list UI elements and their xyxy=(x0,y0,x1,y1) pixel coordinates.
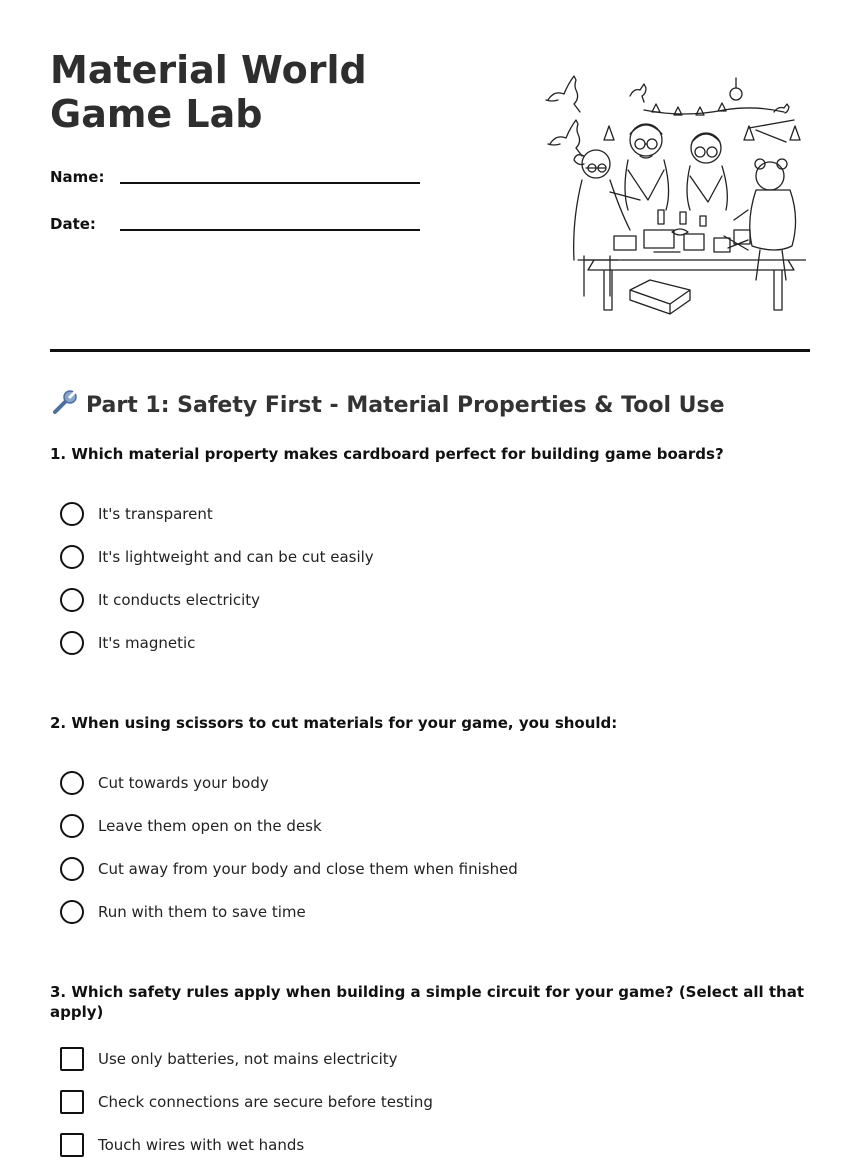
worksheet-title: Material World Game Lab xyxy=(50,48,367,136)
radio-button[interactable] xyxy=(60,545,84,569)
radio-button[interactable] xyxy=(60,502,84,526)
name-label: Name: xyxy=(50,168,105,186)
checkbox[interactable] xyxy=(60,1047,84,1071)
question-2-text: 2. When using scissors to cut materials for your game, you should: xyxy=(50,714,618,732)
question-1-text: 1. Which material property makes cardboard perfect for building game boards? xyxy=(50,445,724,463)
question-3-option[interactable] xyxy=(60,1047,800,1090)
radio-button[interactable] xyxy=(60,814,84,838)
question-3-option[interactable] xyxy=(60,1133,800,1176)
radio-button[interactable] xyxy=(60,857,84,881)
question-3 xyxy=(50,982,810,1154)
option-label: Run with them to save time xyxy=(98,903,306,921)
option-label: It's transparent xyxy=(98,505,213,523)
option-label: It's magnetic xyxy=(98,634,196,652)
header-divider xyxy=(50,349,810,352)
question-3-options xyxy=(60,1047,800,1176)
question-1-option[interactable] xyxy=(60,631,800,674)
name-field[interactable] xyxy=(50,166,430,190)
date-label: Date: xyxy=(50,215,96,233)
worksheet-header xyxy=(50,48,810,318)
question-2 xyxy=(50,713,810,921)
radio-button[interactable] xyxy=(60,631,84,655)
option-label: Use only batteries, not mains electricity xyxy=(98,1050,398,1068)
radio-button[interactable] xyxy=(60,588,84,612)
radio-button[interactable] xyxy=(60,771,84,795)
question-2-options xyxy=(60,771,800,943)
checkbox[interactable] xyxy=(60,1090,84,1114)
name-line[interactable] xyxy=(120,182,420,184)
date-field[interactable] xyxy=(50,213,430,237)
question-1-options xyxy=(60,502,800,674)
question-2-option[interactable] xyxy=(60,771,800,814)
wrench-icon xyxy=(50,388,80,418)
option-label: Leave them open on the desk xyxy=(98,817,322,835)
option-label: Touch wires with wet hands xyxy=(98,1136,305,1154)
question-3-text: 3. Which safety rules apply when building a simple circuit for your game? (Select all that apply) xyxy=(50,983,805,1021)
option-label: Check connections are secure before testing xyxy=(98,1093,433,1111)
question-2-option[interactable] xyxy=(60,814,800,857)
question-3-option[interactable] xyxy=(60,1090,800,1133)
section-title-text: Part 1: Safety First - Material Properties & Tool Use xyxy=(86,393,725,418)
question-2-option[interactable] xyxy=(60,900,800,943)
date-line[interactable] xyxy=(120,229,420,231)
kids-building-illustration xyxy=(534,60,806,318)
question-2-option[interactable] xyxy=(60,857,800,900)
option-label: Cut towards your body xyxy=(98,774,269,792)
question-1-option[interactable] xyxy=(60,588,800,631)
question-1 xyxy=(50,444,810,652)
option-label: Cut away from your body and close them when finished xyxy=(98,860,518,878)
checkbox[interactable] xyxy=(60,1133,84,1157)
section-title xyxy=(50,388,725,421)
question-1-option[interactable] xyxy=(60,502,800,545)
option-label: It's lightweight and can be cut easily xyxy=(98,548,374,566)
radio-button[interactable] xyxy=(60,900,84,924)
question-1-option[interactable] xyxy=(60,545,800,588)
option-label: It conducts electricity xyxy=(98,591,261,609)
